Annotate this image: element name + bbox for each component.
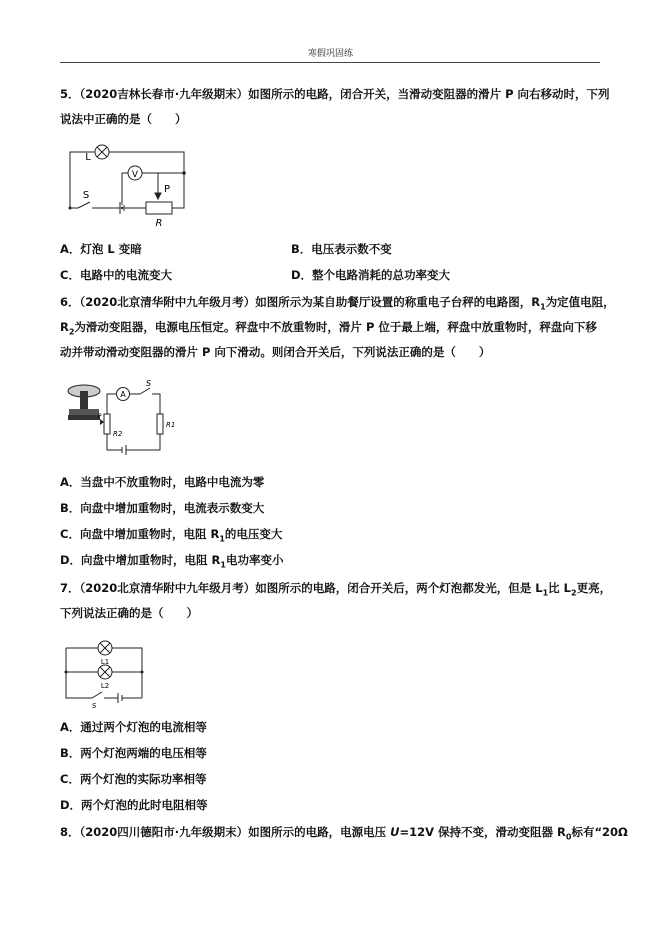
l2-label: L2 bbox=[100, 682, 110, 690]
switch-label: S bbox=[146, 379, 152, 388]
page-header: 寒假巩固练 bbox=[307, 49, 353, 59]
question-6-option-c[interactable]: C．向盘中增加重物时，电阻 $R_1$的电压变大 bbox=[60, 527, 283, 544]
question-5-stem-line1: 5．（2020吉林长春市·九年级期末）如图所示的电路，闭合开关，当滑动变阻器的滑片 P 向右移动时，下列 bbox=[60, 87, 610, 101]
question-7-option-b[interactable]: B．两个灯泡两端的电压相等 bbox=[60, 746, 207, 760]
slider-label: P bbox=[98, 413, 102, 420]
switch-label: S bbox=[82, 190, 90, 201]
r1-label: R1 bbox=[166, 421, 176, 429]
voltmeter-label: V bbox=[131, 170, 139, 180]
resistor-label: R bbox=[155, 218, 163, 229]
question-5-circuit-figure bbox=[60, 138, 200, 230]
resistor-icon bbox=[146, 202, 172, 214]
question-7-stem-line2: 下列说法正确的是（ ） bbox=[60, 606, 198, 620]
l1-label: L1 bbox=[100, 658, 110, 666]
question-5-option-b[interactable]: B．电压表示数不变 bbox=[291, 242, 392, 256]
scale-pan-icon bbox=[68, 385, 100, 420]
question-7-option-a[interactable]: A．通过两个灯泡的电流相等 bbox=[60, 720, 207, 734]
r1-resistor-icon bbox=[157, 414, 163, 434]
question-8-stem-line1: 8．（2020四川德阳市·九年级期末）如图所示的电路，电源电压 U=12V 保持不变，滑动变阻器 $R_0$标有“20Ω bbox=[60, 825, 628, 842]
ammeter-label: A bbox=[120, 390, 126, 399]
question-5-option-d[interactable]: D．整个电路消耗的总功率变大 bbox=[291, 268, 451, 282]
question-7-circuit-figure bbox=[62, 636, 152, 712]
lamp-label: L bbox=[85, 152, 91, 163]
question-7-stem-line1: 7．（2020北京清华附中九年级月考）如图所示的电路，闭合开关后，两个灯泡都发光，但是 $L_1$比 $L_2$更亮， bbox=[60, 581, 612, 598]
question-6-stem-line3: 动并带动滑动变阻器的滑片 P 向下滑动。则闭合开关后，下列说法正确的是（ ） bbox=[60, 345, 491, 359]
question-6-circuit-figure bbox=[62, 376, 192, 464]
question-5-option-c[interactable]: C．电路中的电流变大 bbox=[60, 268, 172, 282]
question-6-stem-line2: $R_2$为滑动变阻器，电源电压恒定。秤盘中不放重物时，滑片 P 位于最上端，秤盘中放重物时，秤盘向下移 bbox=[60, 320, 597, 337]
slider-label: P bbox=[164, 184, 171, 195]
header-rule bbox=[60, 62, 600, 63]
r2-resistor-icon bbox=[104, 414, 110, 434]
question-5-option-a[interactable]: A．灯泡 L 变暗 bbox=[60, 242, 142, 256]
question-5-stem-line2: 说法中正确的是（ ） bbox=[60, 112, 187, 126]
switch-label: S bbox=[92, 702, 97, 710]
question-6-option-a[interactable]: A．当盘中不放重物时，电路中电流为零 bbox=[60, 475, 265, 489]
question-6-option-b[interactable]: B．向盘中增加重物时，电流表示数变大 bbox=[60, 501, 265, 515]
r2-label: R2 bbox=[113, 430, 123, 438]
question-7-option-c[interactable]: C．两个灯泡的实际功率相等 bbox=[60, 772, 207, 786]
question-7-option-d[interactable]: D．两个灯泡的此时电阻相等 bbox=[60, 798, 208, 812]
question-6-stem-line1: 6．（2020北京清华附中九年级月考）如图所示为某自助餐厅设置的称重电子台秤的电路图，$R_1$为定值电阻， bbox=[60, 295, 615, 312]
question-6-option-d[interactable]: D．向盘中增加重物时，电阻 $R_1$电功率变小 bbox=[60, 553, 284, 570]
